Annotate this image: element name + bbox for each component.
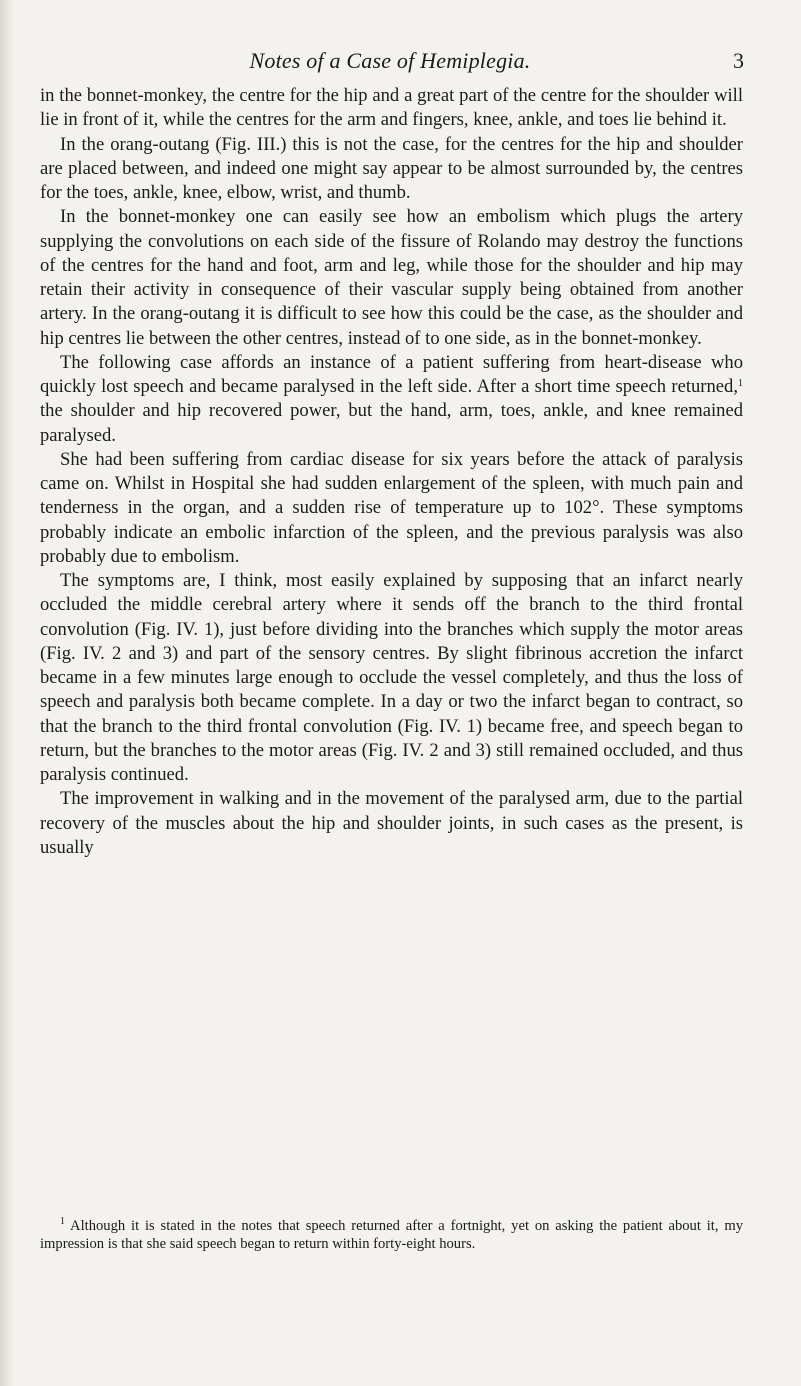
page-header — [40, 48, 744, 76]
paragraph-4-text-b: the shoulder and hip recovered power, but the hand, arm, toes, ankle, and knee remained paralysed. — [40, 400, 743, 446]
paragraph-7: The improvement in walking and in the movement of the paralysed arm, due to the partial recovery of the muscles about the hip and shoulder joints, in such cases as the present, is usually — [40, 788, 743, 858]
footnotes — [40, 1217, 743, 1253]
paragraph-4-text-a: The following case affords an instance of a patient suffering from heart-disease who quickly lost speech and became paralysed in the left side. After a short time speech returned, — [40, 351, 743, 397]
page-edge-shadow — [0, 0, 14, 1386]
page-number: 3 — [733, 48, 744, 73]
paragraph-4 — [40, 351, 743, 448]
paragraph-2: In the orang-outang (Fig. III.) this is not the case, for the centres for the hip and shoulder are placed between, and indeed one might say appear to be almost surrounded by, the centres for the toes, ankle, knee, elbow, wrist, and thumb. — [40, 133, 743, 203]
footnote-reference: 1 — [738, 378, 743, 389]
paragraph-1: in the bonnet-monkey, the centre for the hip and a great part of the centre for the shoulder will lie in front of it, while the centres for the arm and fingers, knee, ankle, and toes lie behind it. — [40, 85, 743, 131]
running-title: Notes of a Case of Hemiplegia. — [249, 48, 531, 73]
footnote-text: Although it is stated in the notes that speech returned after a fortnight, yet on asking the patient about it, my impression is that she said speech began to return within forty-eight hours. — [40, 1218, 743, 1252]
footnote-marker: 1 — [60, 1216, 65, 1227]
footnote-1 — [40, 1217, 743, 1253]
paragraph-6: The symptoms are, I think, most easily explained by supposing that an infarct nearly occluded the middle cerebral artery where it sends off the branch to the third frontal convolution (Fig. IV. 1), just before dividing into the branches which supply the motor areas (Fig. IV. 2 and 3) and part of the sensory centres. By slight fibrinous accretion the infarct became in a few minutes large enough to occlude the vessel completely, and thus the loss of speech and paralysis both became complete. In a day or two the infarct began to contract, so that the branch to the third frontal convolution (Fig. IV. 1) became free, and speech began to return, but the branches to the motor areas (Fig. IV. 2 and 3) still remained occluded, and thus paralysis continued. — [40, 570, 743, 785]
paragraph-5: She had been suffering from cardiac disease for six years before the attack of paralysis came on. Whilst in Hospital she had sudden enlargement of the spleen, with much pain and tenderness in the organ, and a sudden rise of temperature up to 102°. These symptoms probably indicate an embolic infarction of the spleen, and the previous paralysis was also probably due to embolism. — [40, 448, 743, 567]
body-text — [40, 84, 743, 860]
paragraph-3: In the bonnet-monkey one can easily see how an embolism which plugs the artery supplying the convolutions on each side of the fissure of Rolando may destroy the functions of the centres for the hand and foot, arm and leg, while those for the shoulder and hip may retain their activity in consequence of their vascular supply being obtained from another artery. In the orang-outang it is difficult to see how this could be the case, as the shoulder and hip centres lie between the other centres, instead of to one side, as in the bonnet-monkey. — [40, 206, 743, 349]
